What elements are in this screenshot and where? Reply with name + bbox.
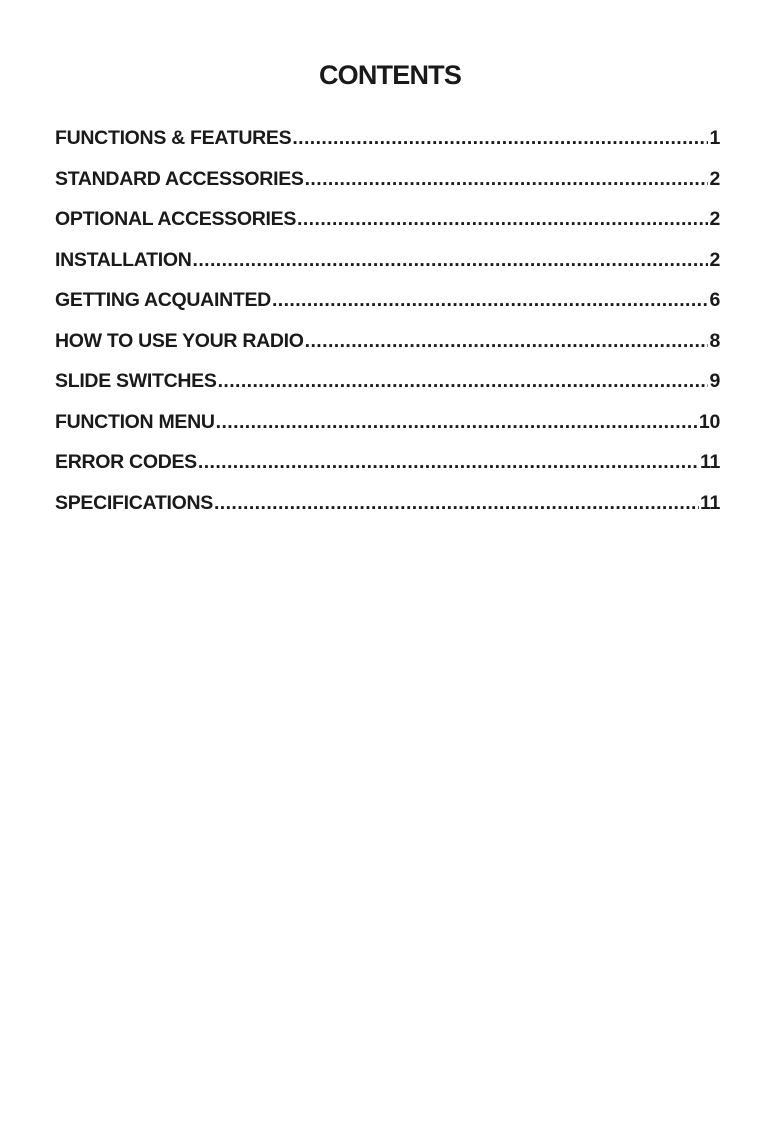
dot-leader <box>198 449 699 475</box>
toc-entry-page: 11 <box>699 451 720 473</box>
toc-entry-page: 10 <box>698 410 720 433</box>
toc-entry <box>55 409 720 450</box>
page-title: CONTENTS <box>318 60 462 90</box>
toc-entry-page: 9 <box>709 370 720 392</box>
table-of-contents <box>55 125 720 530</box>
toc-entry-label: HOW TO USE YOUR RADIO <box>55 329 304 352</box>
toc-entry <box>55 287 720 328</box>
toc-entry <box>55 449 720 490</box>
dot-leader <box>216 409 698 435</box>
toc-entry-page: 2 <box>709 208 720 230</box>
dot-leader <box>272 287 708 313</box>
toc-entry <box>55 490 720 531</box>
toc-entry-page: 8 <box>709 329 720 352</box>
toc-entry <box>55 368 720 409</box>
toc-entry-page: 2 <box>709 167 720 190</box>
toc-entry <box>55 125 720 166</box>
toc-entry-page: 1 <box>709 127 720 149</box>
toc-entry-label: FUNCTIONS & FEATURES <box>55 127 292 149</box>
dot-leader <box>292 125 708 151</box>
toc-entry-label: STANDARD ACCESSORIES <box>55 167 304 190</box>
dot-leader <box>218 368 709 394</box>
toc-entry-page: 11 <box>699 491 720 514</box>
dot-leader <box>305 328 709 354</box>
dot-leader <box>193 247 709 273</box>
toc-entry-label: FUNCTION MENU <box>55 410 215 433</box>
toc-entry-page: 2 <box>709 248 720 271</box>
toc-entry-label: SLIDE SWITCHES <box>55 370 217 392</box>
toc-entry-label: SPECIFICATIONS <box>55 491 213 514</box>
toc-entry-label: OPTIONAL ACCESSORIES <box>55 208 297 230</box>
toc-entry <box>55 328 720 369</box>
toc-entry <box>55 247 720 288</box>
toc-entry-page: 6 <box>709 289 720 311</box>
toc-entry <box>55 206 720 247</box>
dot-leader <box>305 166 709 192</box>
dot-leader <box>297 206 708 232</box>
toc-entry <box>55 166 720 207</box>
toc-entry-label: GETTING ACQUAINTED <box>55 289 271 311</box>
toc-entry-label: ERROR CODES <box>55 451 197 473</box>
toc-entry-label: INSTALLATION <box>55 248 192 271</box>
dot-leader <box>214 490 699 516</box>
